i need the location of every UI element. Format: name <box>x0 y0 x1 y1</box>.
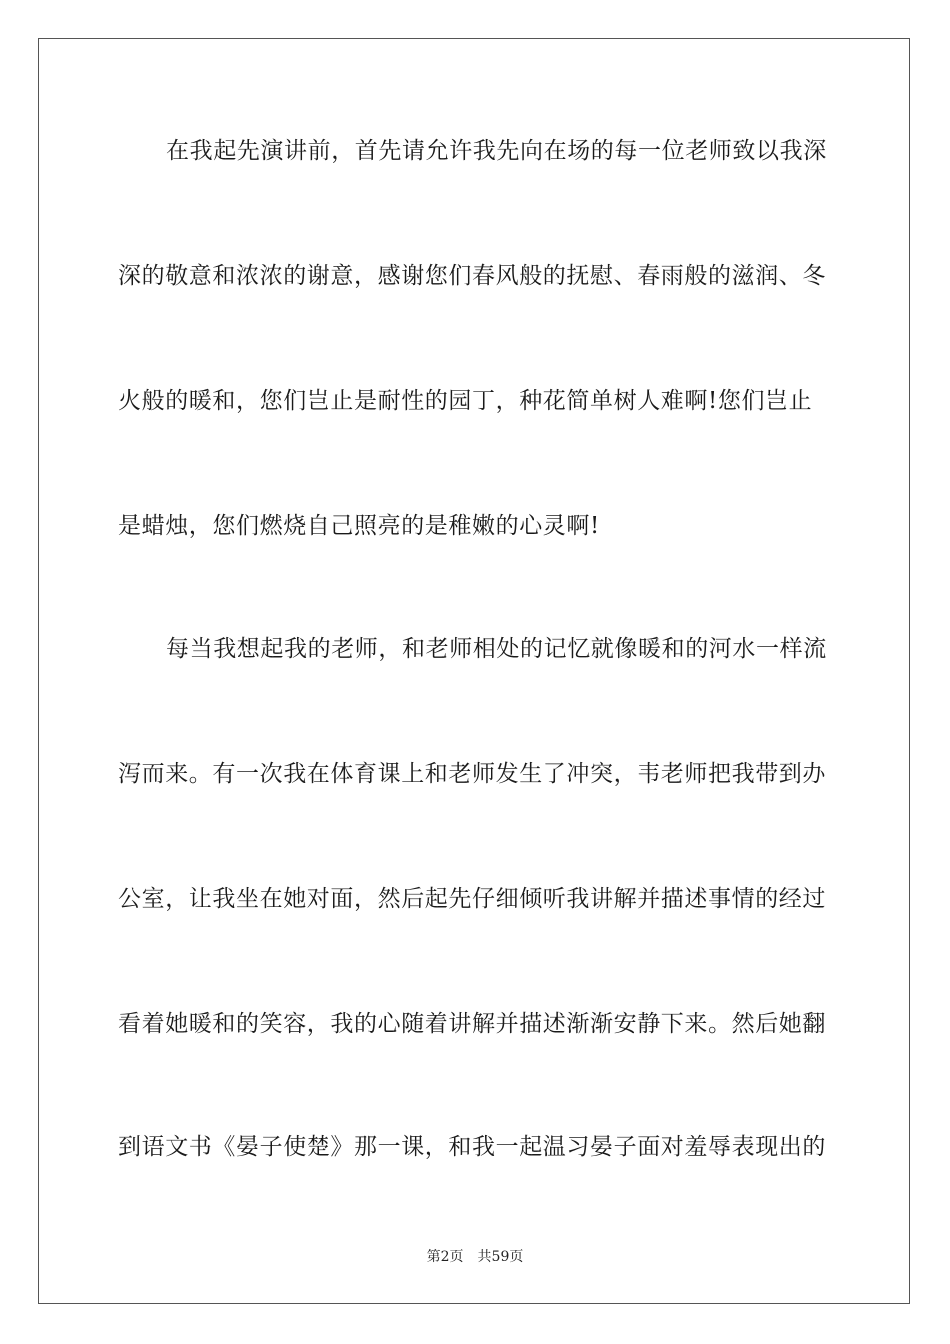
paragraph-1-line-2: 深的敬意和浓浓的谢意，感谢您们春风般的抚慰、春雨般的滋润、冬 <box>118 263 826 289</box>
paragraph-2-line-2: 泻而来。有一次我在体育课上和老师发生了冲突，韦老师把我带到办 <box>118 761 826 787</box>
paragraph-1-line-4: 是蜡烛，您们燃烧自己照亮的是稚嫩的心灵啊! <box>118 513 600 539</box>
paragraph-2-line-3: 公室，让我坐在她对面，然后起先仔细倾听我讲解并描述事情的经过 <box>118 886 826 912</box>
paragraph-2-line-4: 看着她暖和的笑容，我的心随着讲解并描述渐渐安静下来。然后她翻 <box>118 1011 826 1037</box>
page-footer <box>0 1248 950 1266</box>
page-border <box>38 38 910 1304</box>
paragraph-1-line-1: 在我起先演讲前，首先请允许我先向在场的每一位老师致以我深 <box>166 138 827 164</box>
page-total: 共59页 <box>477 1249 524 1265</box>
paragraph-1-line-3: 火般的暖和，您们岂止是耐性的园丁，种花简单树人难啊!您们岂止 <box>118 388 813 414</box>
paragraph-2-line-1: 每当我想起我的老师，和老师相处的记忆就像暖和的河水一样流 <box>166 636 827 662</box>
page-number: 第2页 <box>426 1249 464 1265</box>
paragraph-2-line-5: 到语文书《晏子使楚》那一课，和我一起温习晏子面对羞辱表现出的 <box>118 1134 826 1160</box>
